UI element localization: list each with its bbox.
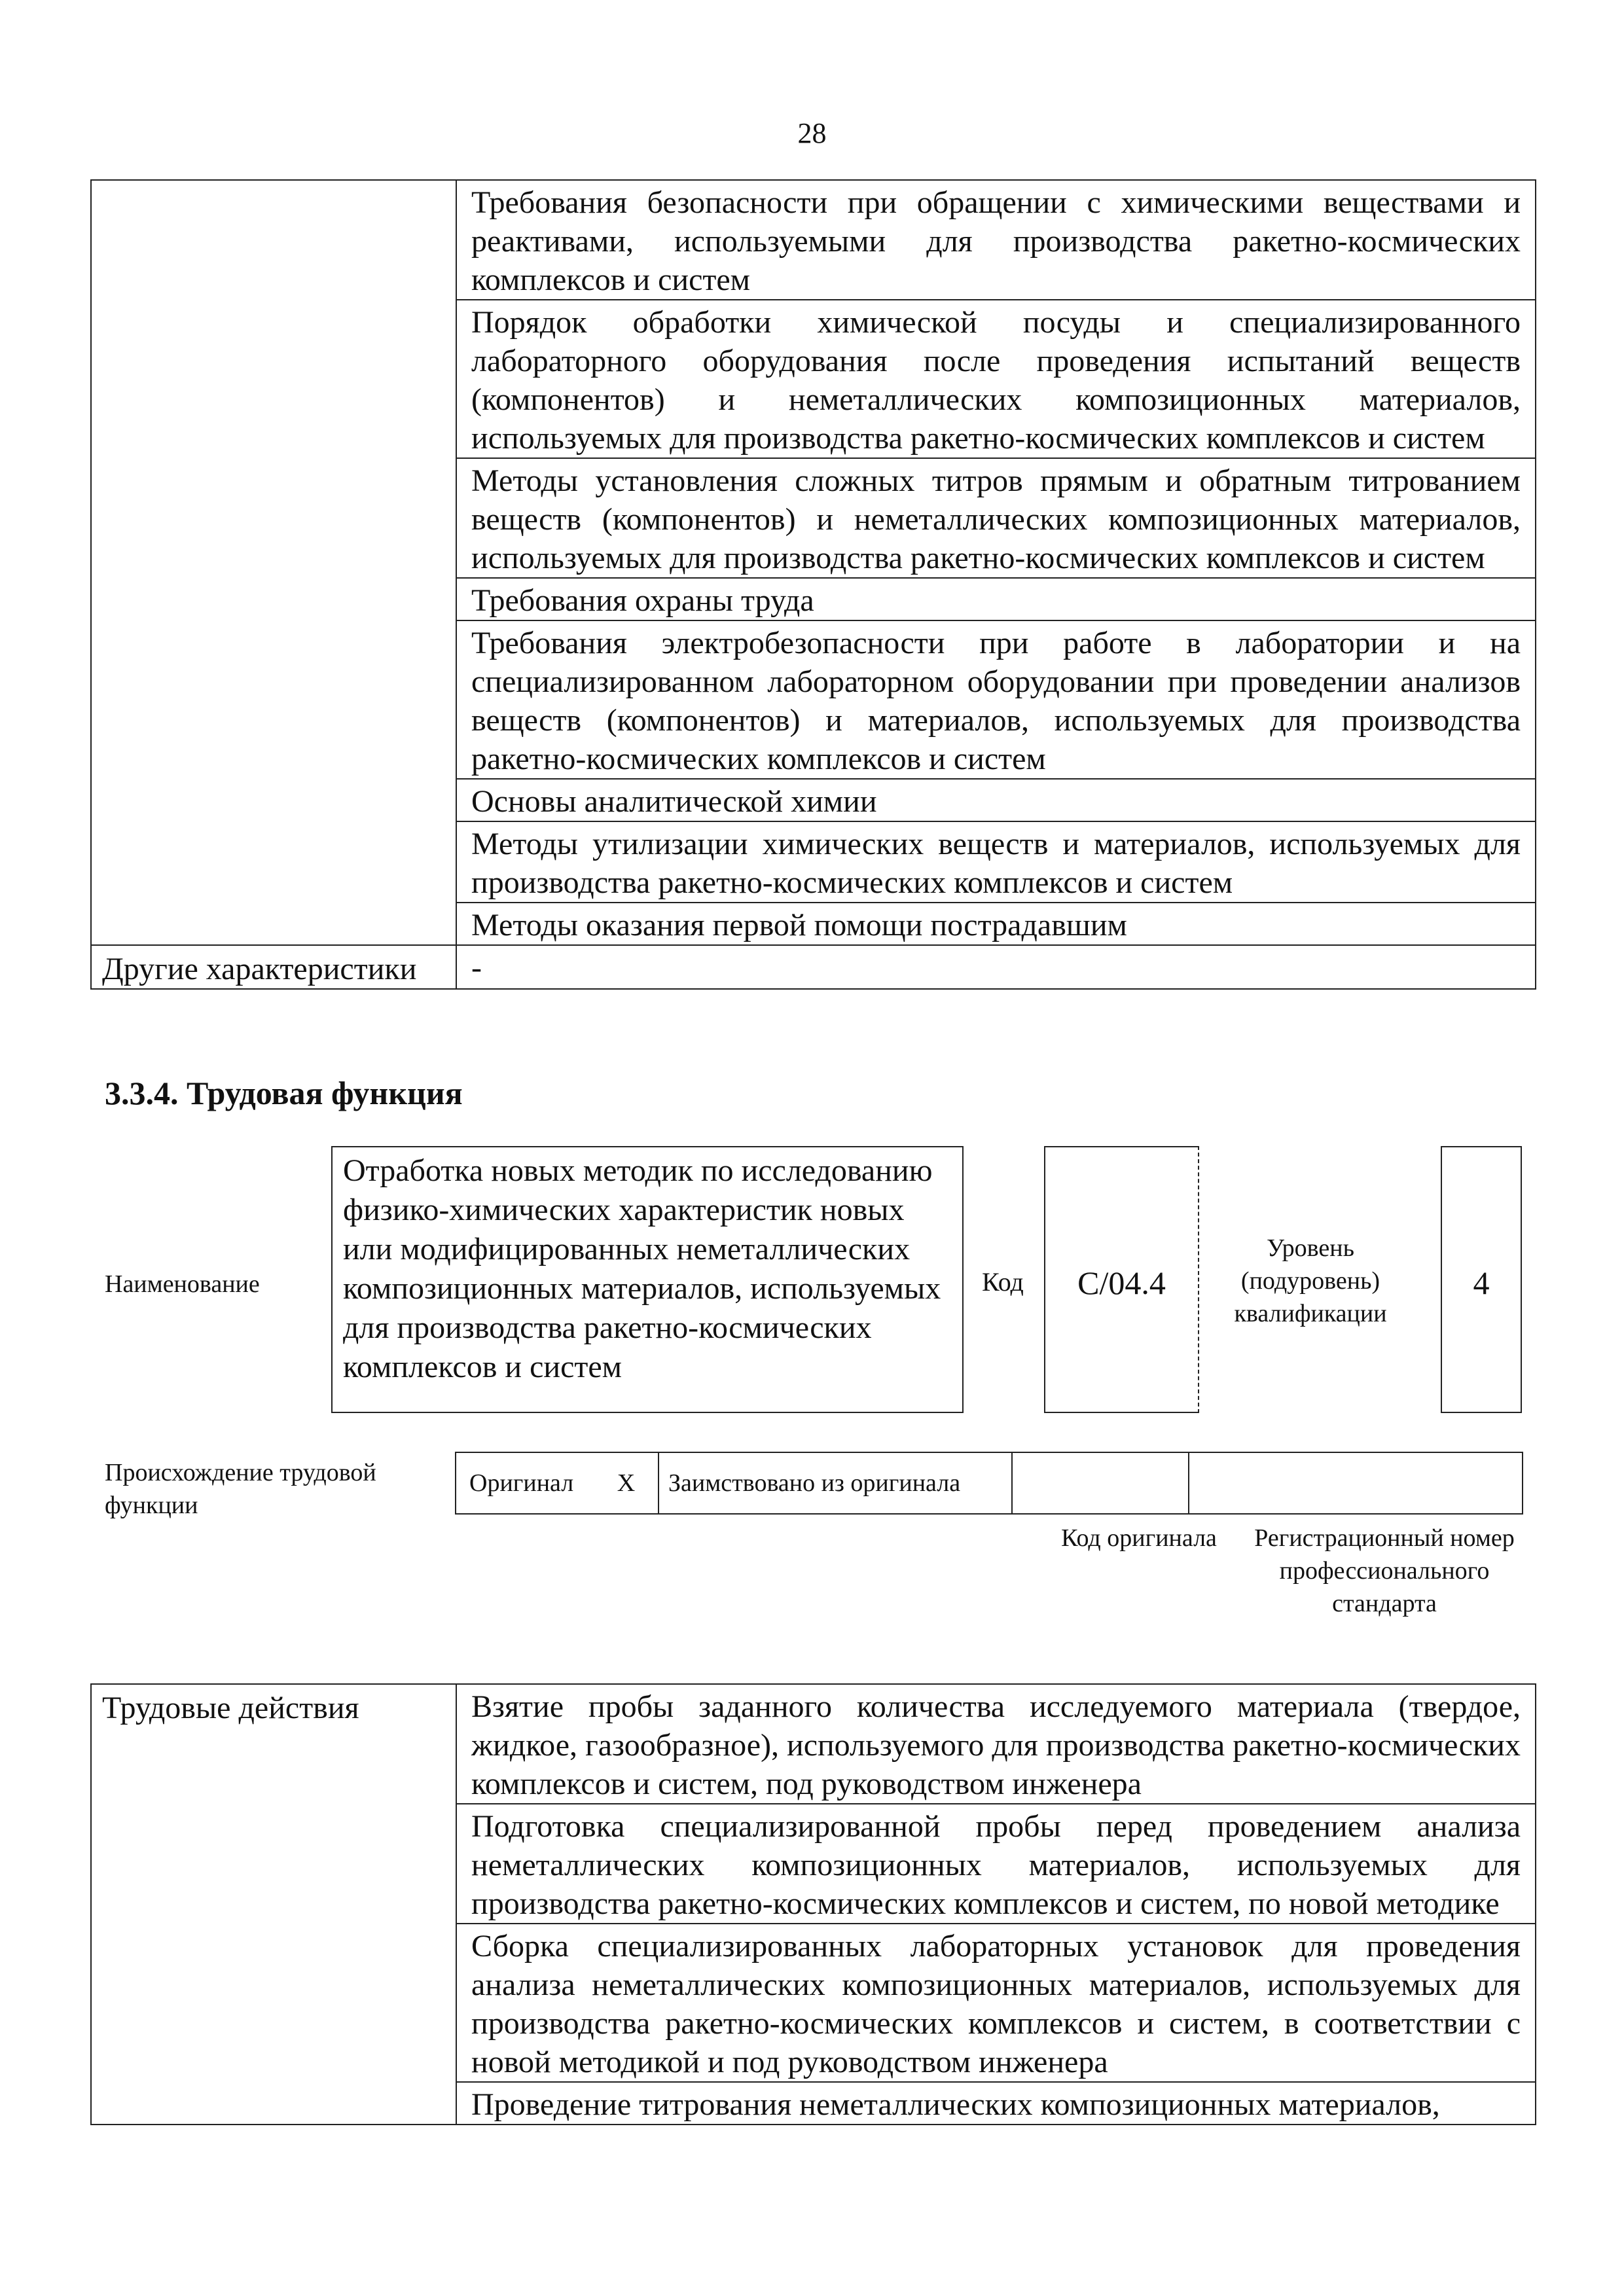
original-code-cell	[1012, 1452, 1189, 1514]
original-mark-cell	[594, 1452, 659, 1514]
action-cell	[456, 2082, 1536, 2125]
knowledge-text: Методы оказания первой помощи пострадавшим	[471, 908, 1127, 942]
knowledge-text: Методы утилизации химических веществ и материалов, используемых для производства ракетно-космических комплексов и систем	[471, 827, 1521, 900]
knowledge-cell	[456, 180, 1536, 300]
action-text: Подготовка специализированной пробы перед проведением анализа неметаллических композиционных материалов, используемых для производства ракетно-космических комплексов и систем, по новой методике	[471, 1809, 1521, 1921]
action-text: Проведение титрования неметаллических композиционных материалов,	[471, 2087, 1440, 2122]
knowledge-cell	[456, 300, 1536, 458]
level-value-box: 4	[1441, 1146, 1522, 1413]
empty-label-cell	[91, 180, 456, 945]
knowledge-cell	[456, 821, 1536, 903]
action-cell	[456, 1804, 1536, 1924]
labor-actions-label: Трудовые действия	[102, 1691, 359, 1725]
other-value-cell	[456, 945, 1536, 989]
knowledge-cell	[456, 578, 1536, 620]
actions-label-cell	[91, 1684, 456, 2125]
page-number: 28	[797, 117, 827, 149]
labor-actions-table	[90, 1683, 1536, 2125]
knowledge-table	[90, 179, 1536, 990]
code-label: Код	[982, 1267, 1024, 1297]
registration-number-cell	[1189, 1452, 1523, 1514]
knowledge-cell	[456, 458, 1536, 578]
knowledge-text: Требования электробезопасности при работе в лаборатории и на специализированном лабораторном оборудовании при проведении анализов веществ (компонентов) и материалов, используемых для производства ракетно-космических комплексов и систем	[471, 626, 1521, 776]
table-row	[456, 1452, 1523, 1514]
origin-label: Происхождение трудовой функции	[105, 1459, 376, 1519]
knowledge-cell	[456, 903, 1536, 945]
function-code-box: C/04.4	[1044, 1146, 1199, 1413]
knowledge-text: Порядок обработки химической посуды и специализированного лабораторного оборудования после проведения испытаний веществ (компонентов) и неметаллических композиционных материалов, используемых для производства ракетно-космических комплексов и систем	[471, 305, 1521, 456]
registration-number-caption: Регистрационный номер профессионального стандарта	[1254, 1524, 1515, 1617]
section-heading: 3.3.4. Трудовая функция	[105, 1075, 463, 1111]
borrowed-label: Заимствовано из оригинала	[668, 1469, 961, 1497]
other-characteristics-label: Другие характеристики	[102, 952, 417, 986]
borrowed-label-cell	[659, 1452, 1012, 1514]
table-row	[91, 180, 1536, 300]
knowledge-text: Требования охраны труда	[471, 583, 814, 618]
name-label: Наименование	[105, 1270, 260, 1298]
action-cell	[456, 1684, 1536, 1804]
knowledge-text: Основы аналитической химии	[471, 784, 877, 819]
action-text: Взятие пробы заданного количества исследуемого материала (твердое, жидкое, газообразное), используемого для производства ракетно-космических комплексов и систем, под руководством инженера	[471, 1689, 1521, 1801]
knowledge-text: Требования безопасности при обращении с химическими веществами и реактивами, используемыми для производства ракетно-космических комплексов и систем	[471, 185, 1521, 297]
action-text: Сборка специализированных лабораторных установок для проведения анализа неметаллических композиционных материалов, используемых для производства ракетно-космических комплексов и систем, в соответствии с новой методикой и под руководством инженера	[471, 1929, 1521, 2079]
knowledge-text: Методы установления сложных титров прямым и обратным титрованием веществ (компонентов) и неметаллических композиционных материалов, используемых для производства ракетно-космических комплексов и систем	[471, 463, 1521, 575]
code-original-caption: Код оригинала	[1061, 1524, 1217, 1552]
other-label-cell	[91, 945, 456, 989]
knowledge-cell	[456, 620, 1536, 779]
other-characteristics-value: -	[471, 950, 482, 985]
original-label-cell	[456, 1452, 594, 1514]
table-row	[91, 945, 1536, 989]
original-mark: X	[617, 1469, 636, 1497]
level-label: Уровень (подуровень) квалификации	[1234, 1234, 1387, 1327]
origin-table	[455, 1452, 1523, 1515]
action-cell	[456, 1924, 1536, 2082]
function-name-box: Отработка новых методик по исследованию физико-химических характеристик новых или модифицированных неметаллических композиционных материалов, используемых для производства ракетно-космических комплексов и систем	[331, 1146, 964, 1413]
table-row	[91, 1684, 1536, 1804]
original-label: Оригинал	[469, 1469, 574, 1497]
knowledge-cell	[456, 779, 1536, 821]
